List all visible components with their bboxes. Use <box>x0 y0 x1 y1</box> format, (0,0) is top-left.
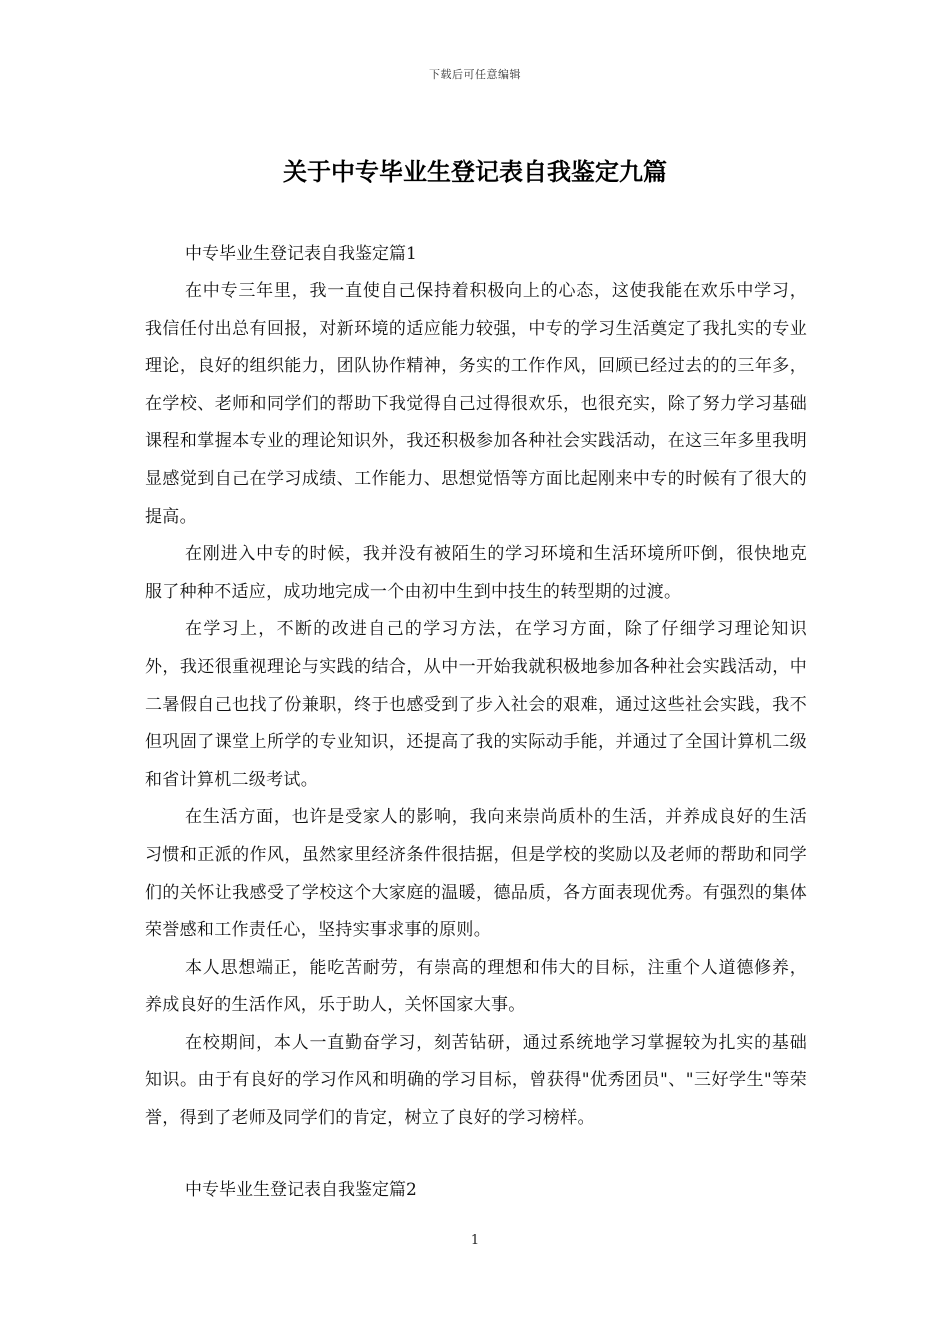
paragraph: 本人思想端正，能吃苦耐劳，有崇高的理想和伟大的目标，注重个人道德修养，养成良好的生活作风，乐于助人，关怀国家大事。 <box>145 957 807 1016</box>
paragraph: 在生活方面，也许是受家人的影响，我向来崇尚质朴的生活，并养成良好的生活习惯和正派的作风，虽然家里经济条件很拮据，但是学校的奖励以及老师的帮助和同学们的关怀让我感受了学校这个大家庭的温暖，德品质，各方面表现优秀。有强烈的集体荣誉感和工作责任心，坚持实事求事的原则。 <box>145 807 807 941</box>
paragraph: 在校期间，本人一直勤奋学习，刻苦钻研，通过系统地学习掌握较为扎实的基础知识。由于有良好的学习作风和明确的学习目标，曾获得"优秀团员"、"三好学生"等荣誉，得到了老师及同学们的肯定，树立了良好的学习榜样。 <box>145 1032 807 1129</box>
paragraph: 在刚进入中专的时候，我并没有被陌生的学习环境和生活环境所吓倒，很快地克服了种种不适应，成功地完成一个由初中生到中技生的转型期的过渡。 <box>145 544 807 602</box>
document-body <box>145 236 807 1209</box>
document-title: 关于中专毕业生登记表自我鉴定九篇 <box>283 157 667 186</box>
paragraph: 在学习上，不断的改进自己的学习方法，在学习方面，除了仔细学习理论知识外，我还很重视理论与实践的结合，从中一开始我就积极地参加各种社会实践活动，中二暑假自己也找了份兼职，终于也感受到了步入社会的艰难，通过这些社会实践，我不但巩固了课堂上所学的专业知识，还提高了我的实际动手能，并通过了全国计算机二级和省计算机二级考试。 <box>145 619 807 790</box>
section-heading-2: 中专毕业生登记表自我鉴定篇2 <box>185 1179 417 1200</box>
page-number: 1 <box>470 1233 480 1248</box>
paragraph: 在中专三年里，我一直使自己保持着积极向上的心态，这使我能在欢乐中学习，我信任付出总有回报，对新环境的适应能力较强，中专的学习生活奠定了我扎实的专业理论，良好的组织能力，团队协作精神，务实的工作作风，回顾已经过去的的三年多，在学校、老师和同学们的帮助下我觉得自己过得很欢乐，也很充实，除了努力学习基础课程和掌握本专业的理论知识外，我还积极参加各种社会实践活动，在这三年多里我明显感觉到自己在学习成绩、工作能力、思想觉悟等方面比起刚来中专的时候有了很大的提高。 <box>145 281 807 527</box>
section-heading-1: 中专毕业生登记表自我鉴定篇1 <box>185 244 417 264</box>
header-note: 下载后可任意编辑 <box>429 68 521 81</box>
